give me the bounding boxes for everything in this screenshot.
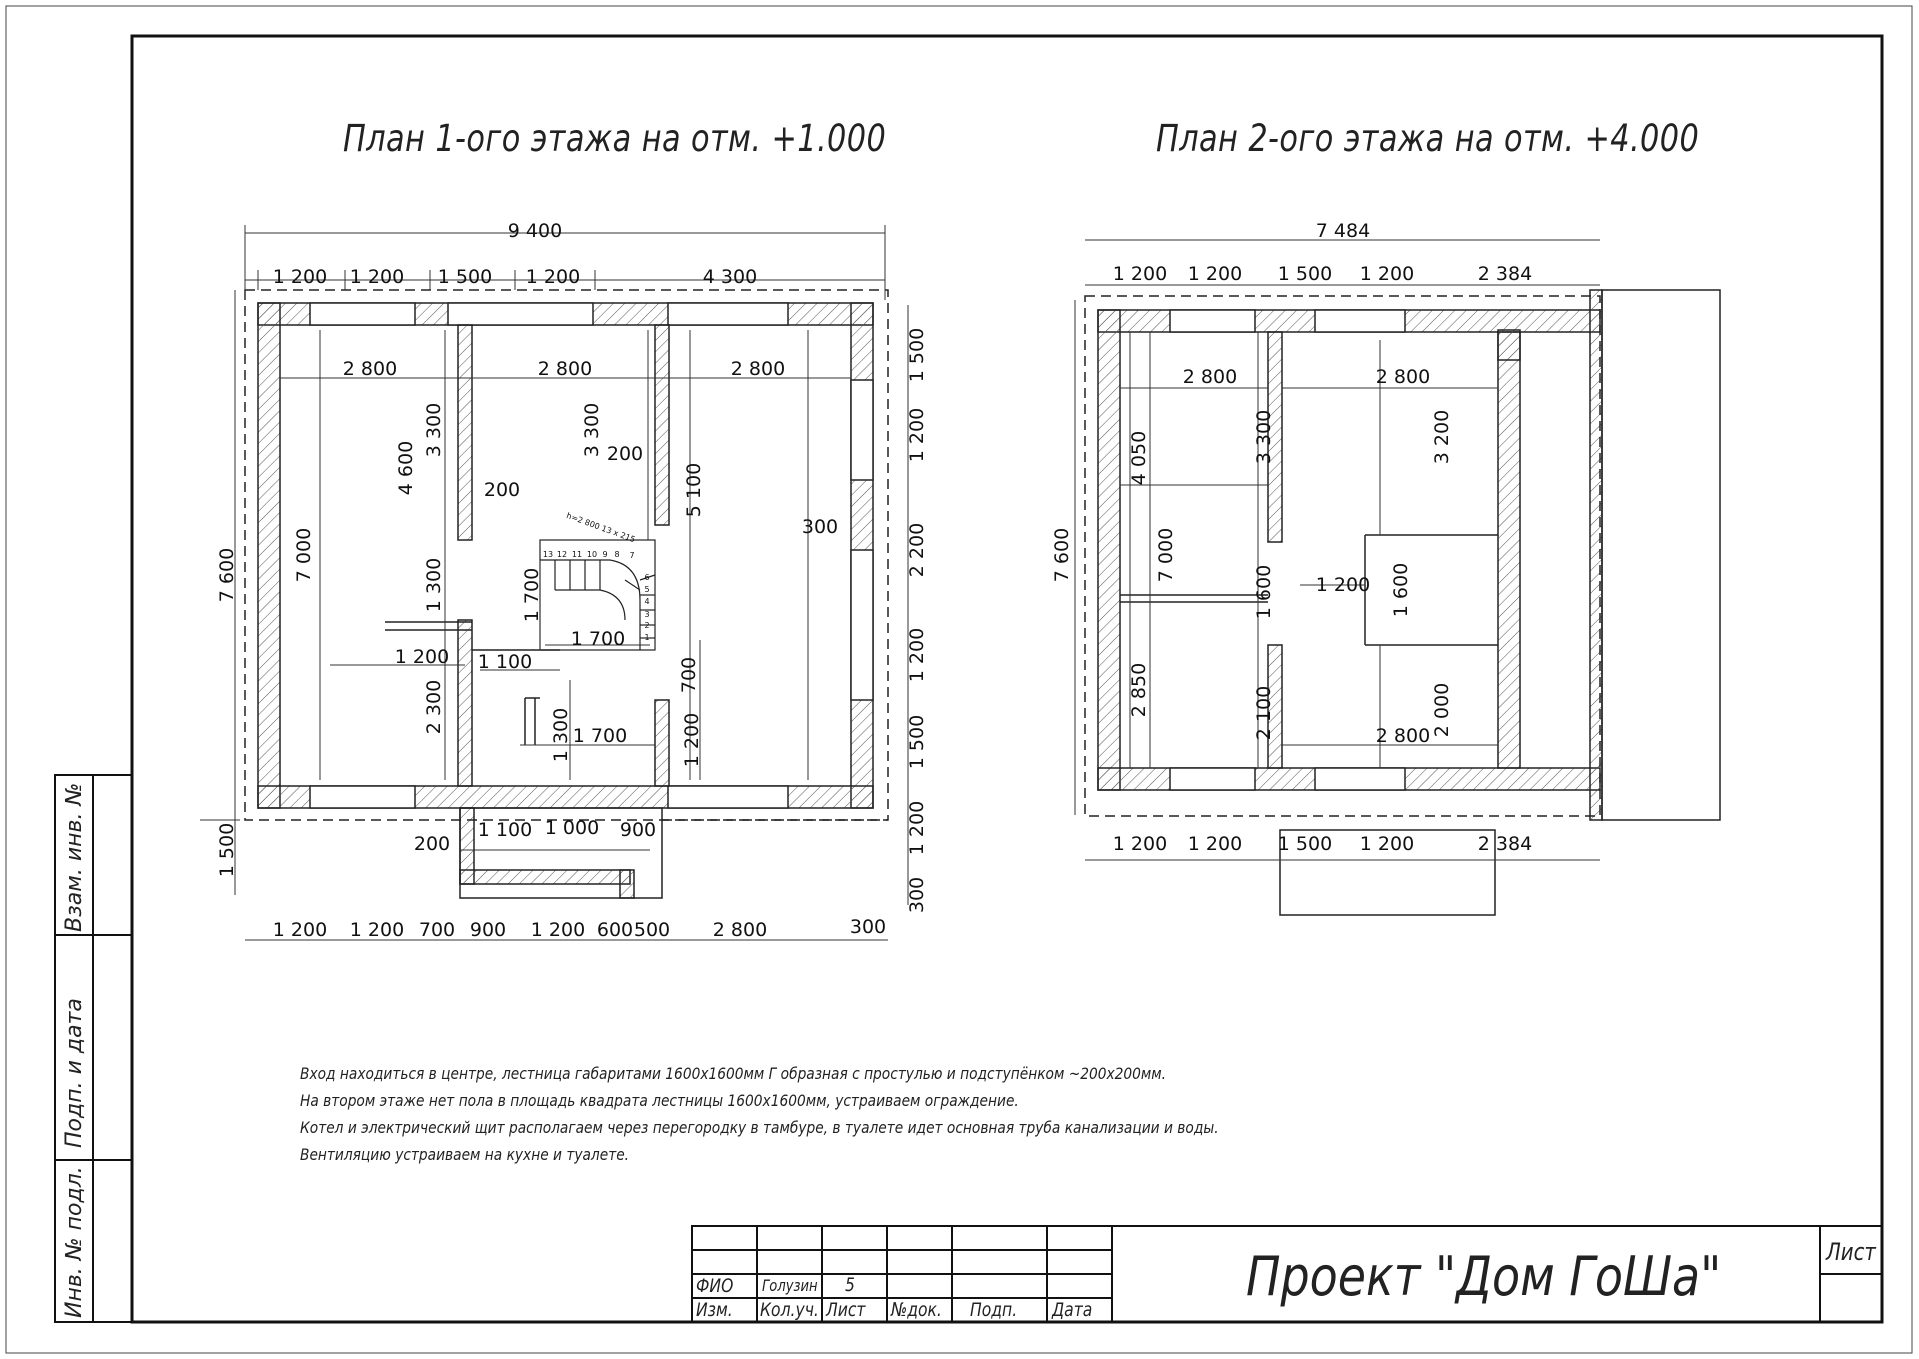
plan1-bottom-dim: 2 800 bbox=[712, 919, 768, 941]
plan1-overall-height: 7 600 bbox=[216, 547, 238, 603]
plan2-dim-2800: 2 800 bbox=[1375, 725, 1431, 747]
plan1-top-dim: 1 200 bbox=[525, 266, 581, 288]
plan2-dim-1200: 1 200 bbox=[1315, 574, 1371, 596]
tb-h-ndok: №док. bbox=[891, 1299, 942, 1321]
plan2-top-dim: 1 200 bbox=[1359, 263, 1415, 285]
plan1-dim-1700: 1 700 bbox=[572, 725, 628, 747]
plan2-top-dim: 2 384 bbox=[1477, 263, 1533, 285]
plan1-dim-1300: 1 300 bbox=[550, 707, 572, 763]
plan1-dim-3300: 3 300 bbox=[581, 402, 603, 458]
plan1-right-dim: 2 200 bbox=[906, 522, 928, 578]
plan2-bottom-dim: 1 200 bbox=[1112, 833, 1168, 855]
plan1-dim-5100: 5 100 bbox=[683, 462, 705, 518]
stair-label: h=2 800 13 x 215 bbox=[565, 511, 637, 545]
tb-h-izm: Изм. bbox=[696, 1299, 733, 1321]
stamp-vzam: Взам. инв. № bbox=[62, 782, 87, 932]
note-line: На втором этаже нет пола в площадь квадрата лестницы 1600х1600мм, устраиваем ограждение. bbox=[300, 1091, 1019, 1110]
plan2-overall-width: 7 484 bbox=[1315, 220, 1371, 242]
plan1-dim-3300: 3 300 bbox=[423, 402, 445, 458]
plan1-overall-width: 9 400 bbox=[507, 220, 563, 242]
plan1-dim-1300: 1 300 bbox=[423, 557, 445, 613]
plan1-right-dim: 1 200 bbox=[906, 800, 928, 856]
tb-list-label: Лист bbox=[1826, 1238, 1876, 1266]
plan2-dim-3200: 3 200 bbox=[1431, 409, 1453, 465]
plan1-dim-1200: 1 200 bbox=[681, 712, 703, 768]
stair-step: 11 bbox=[571, 550, 583, 559]
notes bbox=[300, 1060, 1219, 1168]
plan1-bottom-dim: 1 200 bbox=[272, 919, 328, 941]
plan2-dim-2000: 2 000 bbox=[1431, 682, 1453, 738]
plan1-bottom-dim: 1 200 bbox=[530, 919, 586, 941]
plan2-dim-2800: 2 800 bbox=[1375, 366, 1431, 388]
plan1-walls bbox=[245, 290, 888, 898]
plan2-dim-2800: 2 800 bbox=[1182, 366, 1238, 388]
stair-step: 8 bbox=[614, 550, 620, 559]
stair-step: 13 bbox=[542, 550, 554, 559]
plan1-dim-1500: 1 500 bbox=[216, 822, 238, 878]
plan2-dim-1600: 1 600 bbox=[1253, 564, 1275, 620]
plan1-right-dim: 300 bbox=[906, 876, 928, 914]
plan2-bottom-dim: 1 200 bbox=[1359, 833, 1415, 855]
plan1-top-dim: 4 300 bbox=[702, 266, 758, 288]
plan1-bottom-dim: 700 bbox=[418, 919, 456, 941]
stair-step: 5 bbox=[644, 585, 650, 594]
plan1-dim-900: 900 bbox=[619, 819, 657, 841]
plan1-dim-7000: 7 000 bbox=[293, 527, 315, 583]
plan2-bottom-dim: 1 200 bbox=[1187, 833, 1243, 855]
tb-sheet-no: 5 bbox=[845, 1274, 855, 1296]
stamp-inv: Инв. № подл. bbox=[62, 1166, 87, 1318]
plan2-top-dim: 1 200 bbox=[1112, 263, 1168, 285]
plan1-dim-1100: 1 100 bbox=[477, 819, 533, 841]
plan1-bottom-dim: 300 bbox=[849, 916, 887, 938]
plan1-stair-steps bbox=[543, 511, 650, 642]
plan1-dim-200: 200 bbox=[483, 479, 521, 501]
stair-step: 3 bbox=[644, 610, 650, 619]
plan1-labels bbox=[216, 220, 928, 941]
tb-h-data: Дата bbox=[1052, 1299, 1093, 1321]
plan1-top-dim: 1 200 bbox=[272, 266, 328, 288]
stair-step: 9 bbox=[602, 550, 608, 559]
plan2-dim-2850: 2 850 bbox=[1128, 662, 1150, 718]
plan1-top-dim: 1 500 bbox=[437, 266, 493, 288]
stair-step: 4 bbox=[644, 597, 650, 606]
plan1-dim-200: 200 bbox=[606, 443, 644, 465]
stamp-podp: Подп. и дата bbox=[62, 998, 87, 1148]
note-line: Котел и электрический щит располагаем через перегородку в тамбуре, в туалете идет основная труба канализации и воды. bbox=[300, 1118, 1219, 1137]
plan1-room-width: 2 800 bbox=[730, 358, 786, 380]
plan1-dim-1200: 1 200 bbox=[394, 646, 450, 668]
plan1-dim-1000: 1 000 bbox=[544, 817, 600, 839]
plan2-top-dim: 1 500 bbox=[1277, 263, 1333, 285]
stair-step: 2 bbox=[644, 621, 650, 630]
plan2-dim-3300: 3 300 bbox=[1253, 409, 1275, 465]
plan1-dim-2300: 2 300 bbox=[423, 679, 445, 735]
stair-step: 7 bbox=[629, 551, 635, 560]
note-line: Вентиляцию устраиваем на кухне и туалете. bbox=[300, 1145, 630, 1164]
note-line: Вход находиться в центре, лестница габаритами 1600х1600мм Г образная с простулью и подступёнком ~200х200мм. bbox=[300, 1064, 1167, 1083]
plan1-right-dim: 1 200 bbox=[906, 627, 928, 683]
tb-fio: ФИО bbox=[696, 1275, 734, 1297]
tb-name: Голузин bbox=[762, 1276, 818, 1295]
plan1-room-width: 2 800 bbox=[342, 358, 398, 380]
plan1-bottom-dim: 500 bbox=[633, 919, 671, 941]
plan1-dim-1700: 1 700 bbox=[570, 628, 626, 650]
plan2-dim-1600: 1 600 bbox=[1390, 562, 1412, 618]
plan1-dim-200: 200 bbox=[413, 833, 451, 855]
plan1-bottom-dim: 600 bbox=[596, 919, 634, 941]
tb-h-list: Лист bbox=[826, 1299, 866, 1321]
stair-step: 1 bbox=[644, 633, 650, 642]
stair-step: 12 bbox=[556, 550, 568, 559]
plan2-overall-height: 7 600 bbox=[1051, 527, 1073, 583]
plan1-dim-1100: 1 100 bbox=[477, 651, 533, 673]
plan1-dim-300: 300 bbox=[801, 516, 839, 538]
plan2-dim-lines bbox=[1075, 240, 1600, 860]
plan2-dim-4050: 4 050 bbox=[1128, 430, 1150, 486]
plan1-dim-1700: 1 700 bbox=[521, 567, 543, 623]
plan2-bottom-dim: 2 384 bbox=[1477, 833, 1533, 855]
plan1-room-width: 2 800 bbox=[537, 358, 593, 380]
plan1-dim-700: 700 bbox=[678, 656, 700, 694]
stair-step: 10 bbox=[586, 550, 598, 559]
plan1-right-dim: 1 500 bbox=[906, 327, 928, 383]
plan1-dim-4600: 4 600 bbox=[395, 440, 417, 496]
plan1-right-dim: 1 500 bbox=[906, 714, 928, 770]
plan1-bottom-dim: 1 200 bbox=[349, 919, 405, 941]
project-title: Проект "Дом ГоШа" bbox=[1246, 1245, 1722, 1308]
stair-step: 6 bbox=[644, 573, 650, 582]
plan2-dim-7000: 7 000 bbox=[1155, 527, 1177, 583]
plan1-top-dim: 1 200 bbox=[349, 266, 405, 288]
tb-h-koluch: Кол.уч. bbox=[760, 1299, 819, 1321]
plan2-title: План 2-ого этажа на отм. +4.000 bbox=[1156, 117, 1700, 160]
plan2-dim-2100: 2 100 bbox=[1253, 685, 1275, 741]
plan2-bottom-dim: 1 500 bbox=[1277, 833, 1333, 855]
tb-h-podp: Подп. bbox=[970, 1299, 1018, 1321]
plan1-title: План 1-ого этажа на отм. +1.000 bbox=[343, 117, 887, 160]
plan1-right-dim: 1 200 bbox=[906, 407, 928, 463]
plan1-bottom-dim: 900 bbox=[469, 919, 507, 941]
plan2-top-dim: 1 200 bbox=[1187, 263, 1243, 285]
